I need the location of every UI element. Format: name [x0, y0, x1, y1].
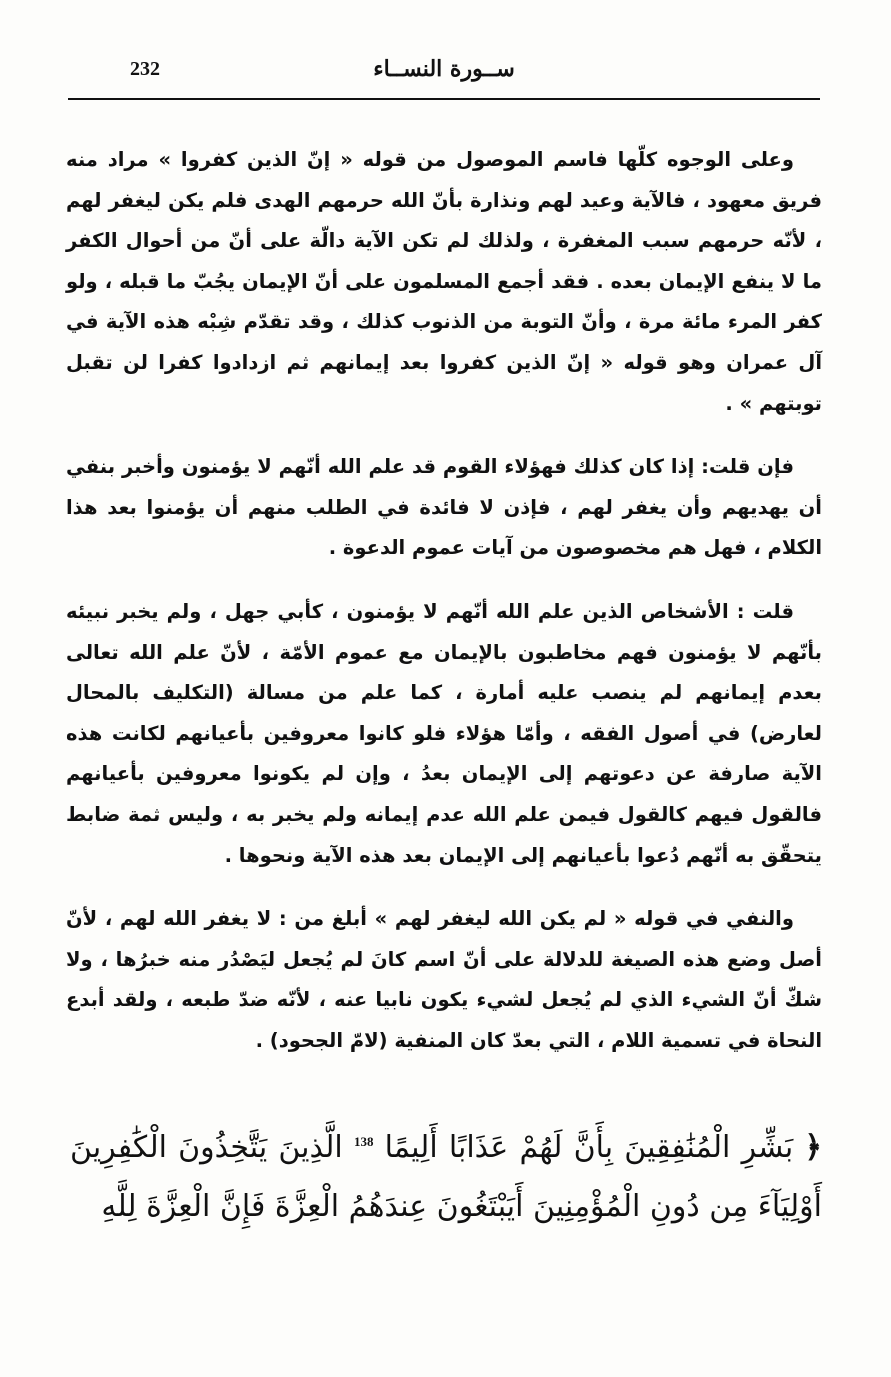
page-header	[68, 58, 820, 100]
running-title: ســورة النســاء	[373, 56, 515, 82]
paragraph-1: وعلى الوجوه كلّها فاسم الموصول من قوله « إنّ الذين كفروا » مراد منه فريق معهود ، فالآية وعيد لهم ونذارة بأنّ الله حرمهم الهدى فلم يكن ليغفر لهم ، لأنّه حرمهم سبب المغفرة ، ولذلك لم تكن الآية دالّة على أنّ من أحوال الكفر ما لا ينفع الإيمان بعده . فقد أجمع المسلمون على أنّ الإيمان يجُبّ ما قبله ، ولو كفر المرء مائة مرة ، وأنّ التوبة من الذنوب كذلك ، وقد تقدّم شِبْه هذه الآية في آل عمران وهو قوله « إنّ الذين كفروا بعد إيمانهم ثم ازدادوا كفرا لن تقبل توبتهم » .	[66, 148, 822, 415]
paragraph-3: قلت : الأشخاص الذين علم الله أنّهم لا يؤمنون ، كأبي جهل ، ولم يخبر نبيئه بأنّهم لا يؤمنون فهم مخاطبون بالإيمان مع عموم الأمّة ، لأنّ علم الله تعالى بعدم إيمانهم لم ينصب عليه أمارة ، كما علم من مسالة (التكليف بالمحال لعارض) في أصول الفقه ، وأمّا هؤلاء فلو كانوا معروفين بأعيانهم لكانت هذه الآية صارفة عن دعوتهم إلى الإيمان بعدُ ، وإن لم يكونوا معروفين بأعيانهم فالقول فيهم كالقول فيمن علم الله عدم إيمانه ولم يخبر به ، وليس ثمة ضابط يتحقّق به أنّهم دُعوا بأعيانهم إلى الإيمان بعد هذه الآية ونحوها .	[66, 599, 822, 867]
verse-number: 138	[353, 1134, 374, 1149]
commentary-text	[66, 140, 822, 1084]
paragraph-4: والنفي في قوله « لم يكن الله ليغفر لهم » أبلغ من : لا يغفر الله لهم ، لأنّ أصل وضع هذه الصيغة للدلالة على أنّ اسم كانَ لم يُجعل ليَصْدُر منه خبرُها ، ولا شكّ أنّ الشيء الذي لم يُجعل لشيء يكون نابيا عنه ، لأنّه ضدّ طبعه ، ولقد أبدع النحاة في تسمية اللام ، التي بعدّ كان المنفية (لامّ الجحود) .	[66, 907, 822, 1052]
paragraph-2: فإن قلت: إذا كان كذلك فهؤلاء القوم قد علم الله أنّهم لا يؤمنون وأخبر بنفي أن يهديهم وأن يغفر لهم ، فإذن لا فائدة في الطلب منهم أن يؤمنوا بعد هذا الكلام ، فهل هم مخصوصون من آيات عموم الدعوة .	[66, 455, 822, 560]
verse-text-part-1: بَشِّرِ الْمُنَٰفِقِينَ بِأَنَّ لَهُمْ عَذَابًا أَلِيمًا	[384, 1130, 794, 1165]
verse-open-bracket: ﴿	[804, 1130, 823, 1165]
verse-text-part-2: الَّذِينَ يَتَّخِذُونَ الْكَٰفِرِينَ أَوْلِيَآءَ مِن دُونِ الْمُؤْمِنِينَ أَيَبْتَغُونَ عِندَهُمُ الْعِزَّةَ فَإِنَّ الْعِزَّةَ لِلَّهِ	[70, 1130, 822, 1224]
quran-verse	[70, 1112, 822, 1236]
page-number: 232	[130, 58, 160, 80]
